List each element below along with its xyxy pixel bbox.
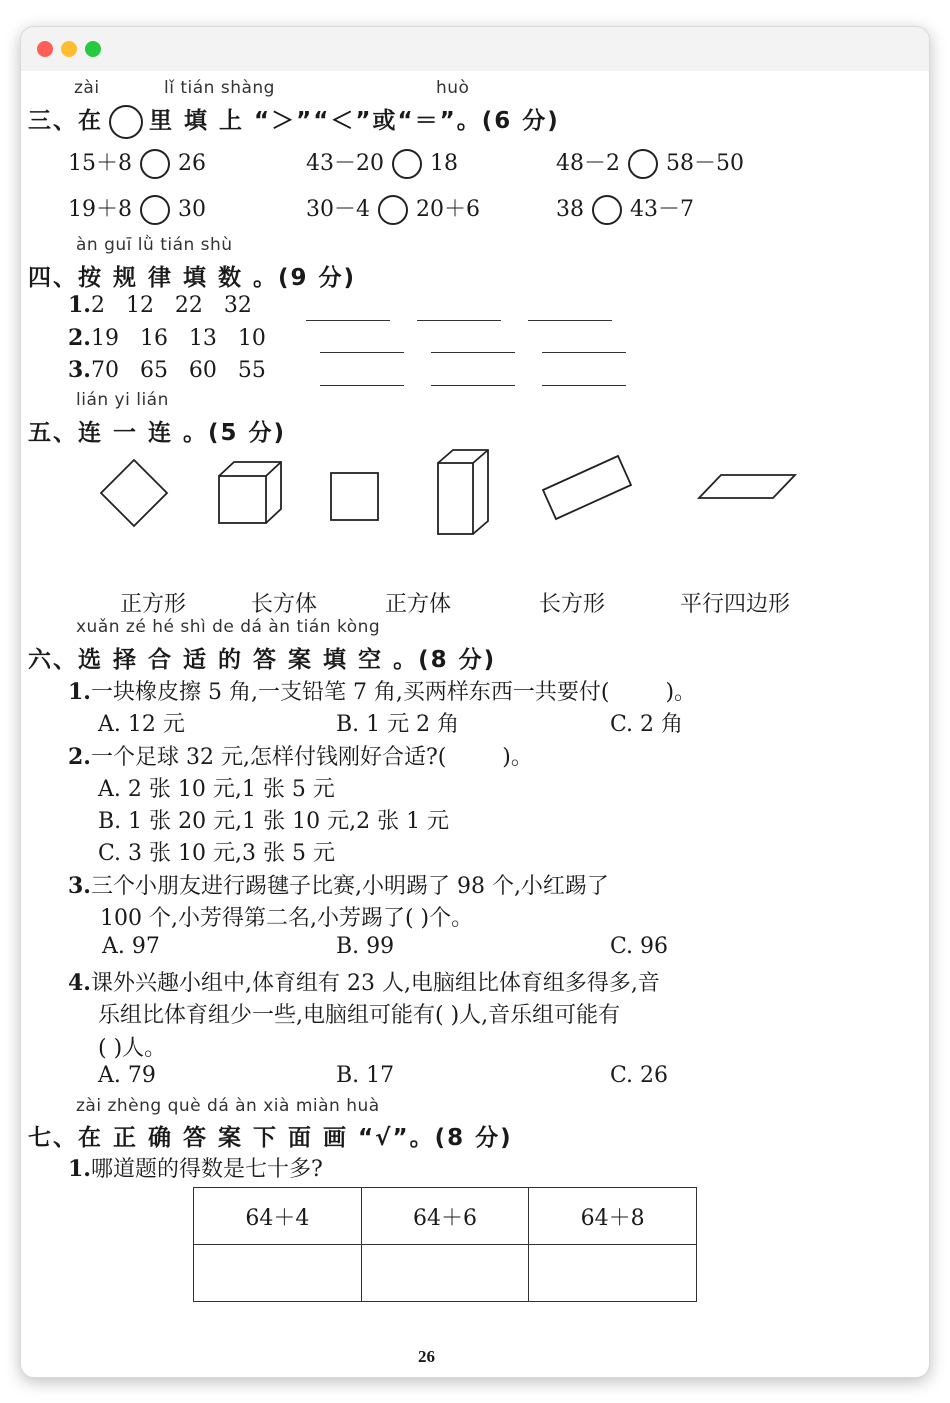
question-text: 三个小朋友进行踢毽子比赛,小明踢了 98 个,小红踢了 xyxy=(90,874,609,899)
compare-circle[interactable] xyxy=(378,195,408,225)
item-number: 2. xyxy=(68,325,91,351)
q3-option-c[interactable]: C. 96 xyxy=(610,934,669,959)
close-button[interactable] xyxy=(37,41,53,57)
table-header-cell: 64＋4 xyxy=(194,1188,362,1245)
section-5-pinyin: lián yi lián xyxy=(76,390,169,410)
parallelogram-shape[interactable] xyxy=(699,475,795,498)
item-number: 3. xyxy=(68,873,91,899)
s7-q1-text xyxy=(68,1152,323,1183)
sequence-values: 19 16 13 10 xyxy=(90,326,266,351)
q2-option-b[interactable]: B. 1 张 20 元,1 张 10 元,2 张 1 元 xyxy=(98,809,450,834)
answer-blank[interactable] xyxy=(320,352,404,353)
item-number: 1. xyxy=(68,1156,91,1182)
sequence-values: 2 12 22 32 xyxy=(90,293,252,318)
compare-circle[interactable] xyxy=(628,149,658,179)
q1-option-c[interactable]: C. 2 角 xyxy=(610,712,684,737)
compare-item xyxy=(68,192,206,225)
compare-left: 15＋8 xyxy=(68,151,132,176)
label-changfangti[interactable]: 长方体 xyxy=(251,592,318,617)
table-header-cell: 64＋8 xyxy=(529,1188,697,1245)
answer-blank[interactable] xyxy=(528,320,612,321)
diamond-square-shape[interactable] xyxy=(101,460,167,526)
compare-circle[interactable] xyxy=(140,149,170,179)
shapes-row xyxy=(0,440,950,550)
section-5-heading: 五、连 一 连 。(5 分) xyxy=(28,420,287,446)
title-bar xyxy=(21,27,929,71)
compare-right: 18 xyxy=(430,151,458,176)
label-changfangxing[interactable]: 长方形 xyxy=(539,592,606,617)
compare-left: 19＋8 xyxy=(68,197,132,222)
answer-blank[interactable] xyxy=(417,320,501,321)
question-text: 一个足球 32 元,怎样付钱刚好合适?( )。 xyxy=(90,745,533,770)
answer-blank[interactable] xyxy=(542,385,626,386)
compare-item xyxy=(68,146,206,179)
q1-option-b[interactable]: B. 1 元 2 角 xyxy=(336,712,460,737)
section-4-heading: 四、按 规 律 填 数 。(9 分) xyxy=(28,265,357,291)
compare-item xyxy=(556,192,694,225)
section-7-heading: 七、在 正 确 答 案 下 面 画 “√”。(8 分) xyxy=(28,1125,513,1151)
compare-circle[interactable] xyxy=(392,149,422,179)
item-number: 1. xyxy=(68,679,91,705)
q4-option-a[interactable]: A. 79 xyxy=(98,1063,156,1088)
minimize-button[interactable] xyxy=(61,41,77,57)
q2-text xyxy=(68,740,533,771)
q4-option-c[interactable]: C. 26 xyxy=(610,1063,669,1088)
compare-right: 30 xyxy=(178,197,206,222)
compare-circle[interactable] xyxy=(140,195,170,225)
question-text: 哪道题的得数是七十多? xyxy=(90,1157,323,1182)
q3-option-b[interactable]: B. 99 xyxy=(336,934,395,959)
item-number: 2. xyxy=(68,744,91,770)
compare-item xyxy=(306,192,480,225)
section-6-pinyin: xuǎn zé hé shì de dá àn tián kòng xyxy=(76,617,381,637)
q4-option-b[interactable]: B. 17 xyxy=(336,1063,395,1088)
sequence-item xyxy=(68,357,266,383)
page-number: 26 xyxy=(418,1347,435,1366)
answer-blank[interactable] xyxy=(542,352,626,353)
table-answer-cell[interactable] xyxy=(529,1245,697,1302)
compare-left: 30－4 xyxy=(306,197,370,222)
q3-text-line2: 100 个,小芳得第二名,小芳踢了( )个。 xyxy=(100,906,474,931)
section-7-pinyin: zài zhèng què dá àn xià miàn huà xyxy=(76,1096,380,1116)
section-3-heading xyxy=(28,102,560,139)
square-shape[interactable] xyxy=(331,473,378,520)
compare-left: 43－20 xyxy=(306,151,384,176)
compare-circle[interactable] xyxy=(592,195,622,225)
table-answer-cell[interactable] xyxy=(194,1245,362,1302)
cuboid-shape[interactable] xyxy=(438,450,488,534)
q4-text-line2: 乐组比体育组少一些,电脑组可能有( )人,音乐组可能有 xyxy=(98,1003,621,1028)
answer-blank[interactable] xyxy=(431,385,515,386)
answer-blank[interactable] xyxy=(320,385,404,386)
label-zhengfangxing[interactable]: 正方形 xyxy=(120,592,187,617)
compare-right: 20＋6 xyxy=(416,197,480,222)
q4-text-line3: ( )人。 xyxy=(98,1036,167,1061)
label-pingxingsibianxing[interactable]: 平行四边形 xyxy=(680,592,791,617)
pinyin-li-tian-shang: lǐ tián shàng xyxy=(164,78,275,98)
answer-blank[interactable] xyxy=(431,352,515,353)
q4-text-line1 xyxy=(68,966,660,997)
item-number: 4. xyxy=(68,970,91,996)
maximize-button[interactable] xyxy=(85,41,101,57)
label-zhengfangti[interactable]: 正方体 xyxy=(385,592,452,617)
table-header-cell: 64＋6 xyxy=(361,1188,529,1245)
question-text: 课外兴趣小组中,体育组有 23 人,电脑组比体育组多得多,音 xyxy=(90,971,660,996)
table-answer-cell[interactable] xyxy=(361,1245,529,1302)
section-3-heading-text: 里 填 上 “＞”“＜”或“＝”。(6 分) xyxy=(149,108,560,134)
answer-blank[interactable] xyxy=(306,320,390,321)
compare-right: 58－50 xyxy=(666,151,744,176)
compare-left: 48－2 xyxy=(556,151,620,176)
compare-item xyxy=(556,146,744,179)
q1-option-a[interactable]: A. 12 元 xyxy=(98,712,185,737)
item-number: 1. xyxy=(68,292,91,318)
q3-text-line1 xyxy=(68,869,609,900)
section-4-pinyin: àn guī lǜ tián shù xyxy=(76,235,233,255)
pinyin-zai: zài xyxy=(74,78,100,98)
q2-option-a[interactable]: A. 2 张 10 元,1 张 5 元 xyxy=(98,777,335,802)
q3-option-a[interactable]: A. 97 xyxy=(102,934,160,959)
sequence-item xyxy=(68,292,252,318)
answer-table xyxy=(193,1187,697,1302)
compare-item xyxy=(306,146,458,179)
pinyin-huo: huò xyxy=(436,78,470,98)
sequence-values: 70 65 60 55 xyxy=(90,358,266,383)
q1-text xyxy=(68,675,696,706)
section-3-heading-prefix: 三、在 xyxy=(28,108,103,134)
compare-left: 38 xyxy=(556,197,584,222)
cube-shape[interactable] xyxy=(219,462,281,523)
compare-right: 43－7 xyxy=(630,197,694,222)
compare-right: 26 xyxy=(178,151,206,176)
section-6-heading: 六、选 择 合 适 的 答 案 填 空 。(8 分) xyxy=(28,647,497,673)
rectangle-shape[interactable] xyxy=(543,456,631,519)
circle-icon xyxy=(109,105,143,139)
sequence-item xyxy=(68,325,266,351)
q2-option-c[interactable]: C. 3 张 10 元,3 张 5 元 xyxy=(98,841,335,866)
question-text: 一块橡皮擦 5 角,一支铅笔 7 角,买两样东西一共要付( )。 xyxy=(90,680,697,705)
item-number: 3. xyxy=(68,357,91,383)
